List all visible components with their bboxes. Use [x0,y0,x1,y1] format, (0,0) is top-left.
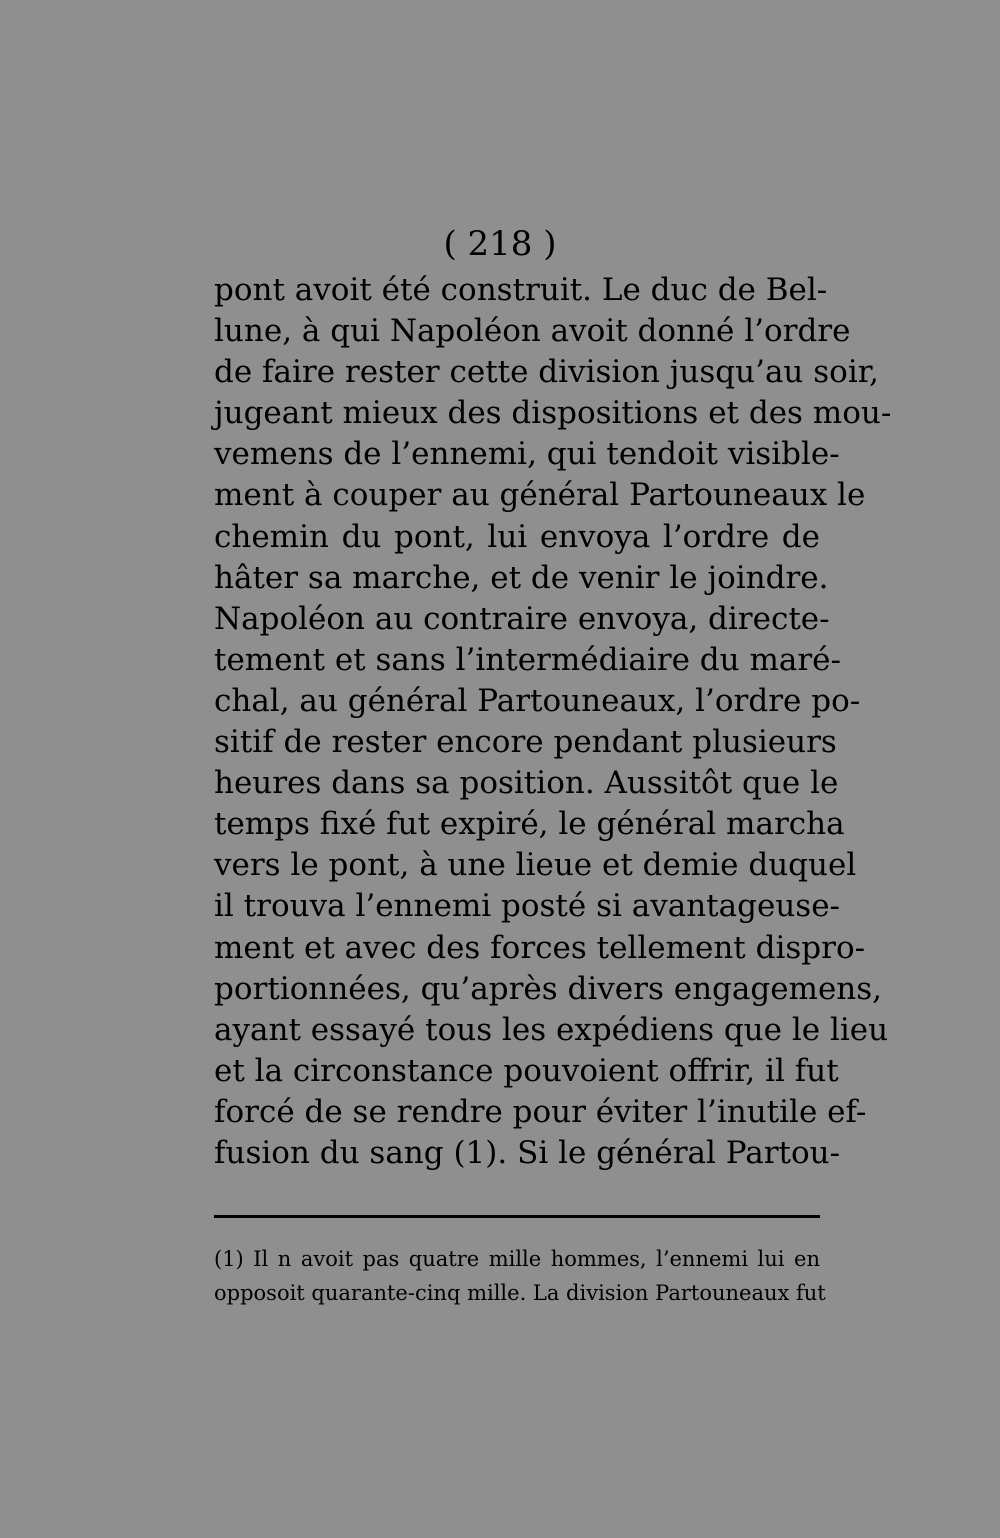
page-number: ( 218 ) [443,224,557,264]
text-line: chemin du pont, lui envoya l’ordre de [214,518,820,555]
text-line: sitif de rester encore pendant plusieurs [214,724,837,761]
text-line: lune, à qui Napoléon avoit donné l’ordre [214,313,851,350]
text-line: temps fixé fut expiré, le général marcha [214,806,845,843]
text-line: fusion du sang (1). Si le général Partou- [214,1134,841,1171]
text-line: jugeant mieux des dispositions et des mou- [214,395,892,432]
footnote-line: opposoit quarante-cinq mille. La division Partouneaux fut [214,1281,826,1305]
text-line: forcé de se rendre pour éviter l’inutile ef- [214,1093,867,1130]
footnotes [214,1242,826,1310]
text-line: tement et sans l’intermédiaire du maré- [214,641,841,678]
body-text [214,270,892,1174]
text-line: ment à couper au général Partouneaux le [214,477,866,514]
text-line: vemens de l’ennemi, qui tendoit visible- [214,436,840,473]
text-line: Napoléon au contraire envoya, directe- [214,600,830,637]
text-line: de faire rester cette division jusqu’au soir, [214,354,880,391]
footnote-line: (1) Il n avoit pas quatre mille hommes, l’ennemi lui en [214,1247,820,1271]
footnote-divider [214,1215,820,1218]
text-line: et la circonstance pouvoient offrir, il fut [214,1052,839,1089]
text-line: portionnées, qu’après divers engagemens, [214,970,883,1007]
text-line: hâter sa marche, et de venir le joindre. [214,559,829,596]
text-line: ayant essayé tous les expédiens que le lieu [214,1011,889,1048]
text-line: chal, au général Partouneaux, l’ordre po- [214,682,861,719]
text-line: il trouva l’ennemi posté si avantageuse- [214,888,841,925]
text-line: ment et avec des forces tellement dispro- [214,929,866,966]
text-line: heures dans sa position. Aussitôt que le [214,765,839,802]
text-line: pont avoit été construit. Le duc de Bel- [214,272,828,308]
text-line: vers le pont, à une lieue et demie duquel [214,847,857,884]
